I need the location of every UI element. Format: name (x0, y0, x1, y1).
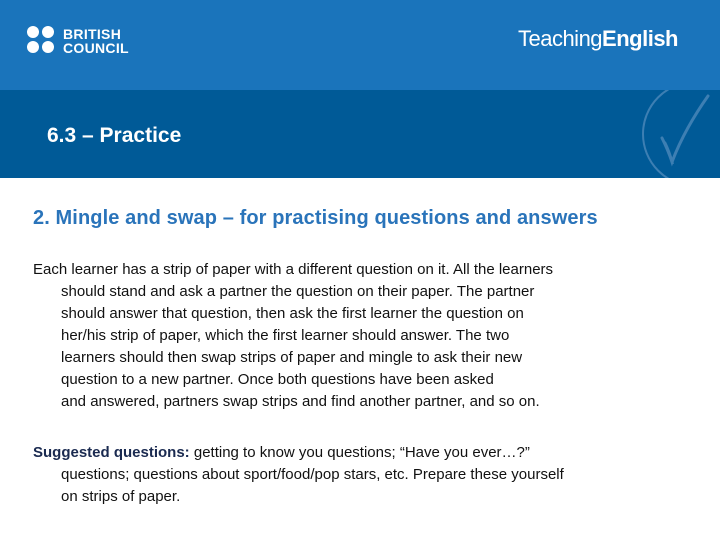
p1-line-1: should stand and ask a partner the question on their paper. The partner (61, 283, 535, 300)
teaching-bold-text: English (602, 26, 678, 51)
british-council-dots-icon (27, 26, 57, 56)
activity-title: 2. Mingle and swap – for practising questions and answers (33, 207, 598, 229)
p2-line-2: on strips of paper. (61, 488, 181, 505)
p1-line-6: and answered, partners swap strips and find another partner, and so on. (61, 393, 540, 410)
instructions-paragraph (33, 259, 673, 413)
brand-line2: COUNCIL (63, 40, 129, 56)
p1-line-4: learners should then swap strips of paper and mingle to ask their new (61, 349, 523, 366)
suggested-questions-paragraph (33, 442, 673, 508)
teaching-english-logo (518, 26, 678, 52)
suggested-questions-label: Suggested questions: (33, 444, 190, 461)
british-council-logo (27, 26, 129, 56)
section-header-band (0, 90, 720, 178)
section-title: 6.3 – Practice (47, 124, 182, 147)
p1-line-2: should answer that question, then ask the first learner the question on (61, 305, 524, 322)
top-bar (0, 0, 720, 90)
teaching-light-text: Teaching (517, 26, 603, 51)
p1-line-0: Each learner has a strip of paper with a different question on it. All the learners (33, 261, 554, 278)
brand-line1: BRITISH (63, 26, 122, 42)
p1-line-3: her/his strip of paper, which the first learner should answer. The two (61, 327, 510, 344)
p2-line-0: getting to know you questions; “Have you ever…?” (189, 444, 530, 461)
p2-line-1: questions; questions about sport/food/pop stars, etc. Prepare these yourself (61, 466, 564, 483)
p1-line-5: question to a new partner. Once both questions have been asked (61, 371, 494, 388)
checkmark-icon (610, 90, 720, 178)
